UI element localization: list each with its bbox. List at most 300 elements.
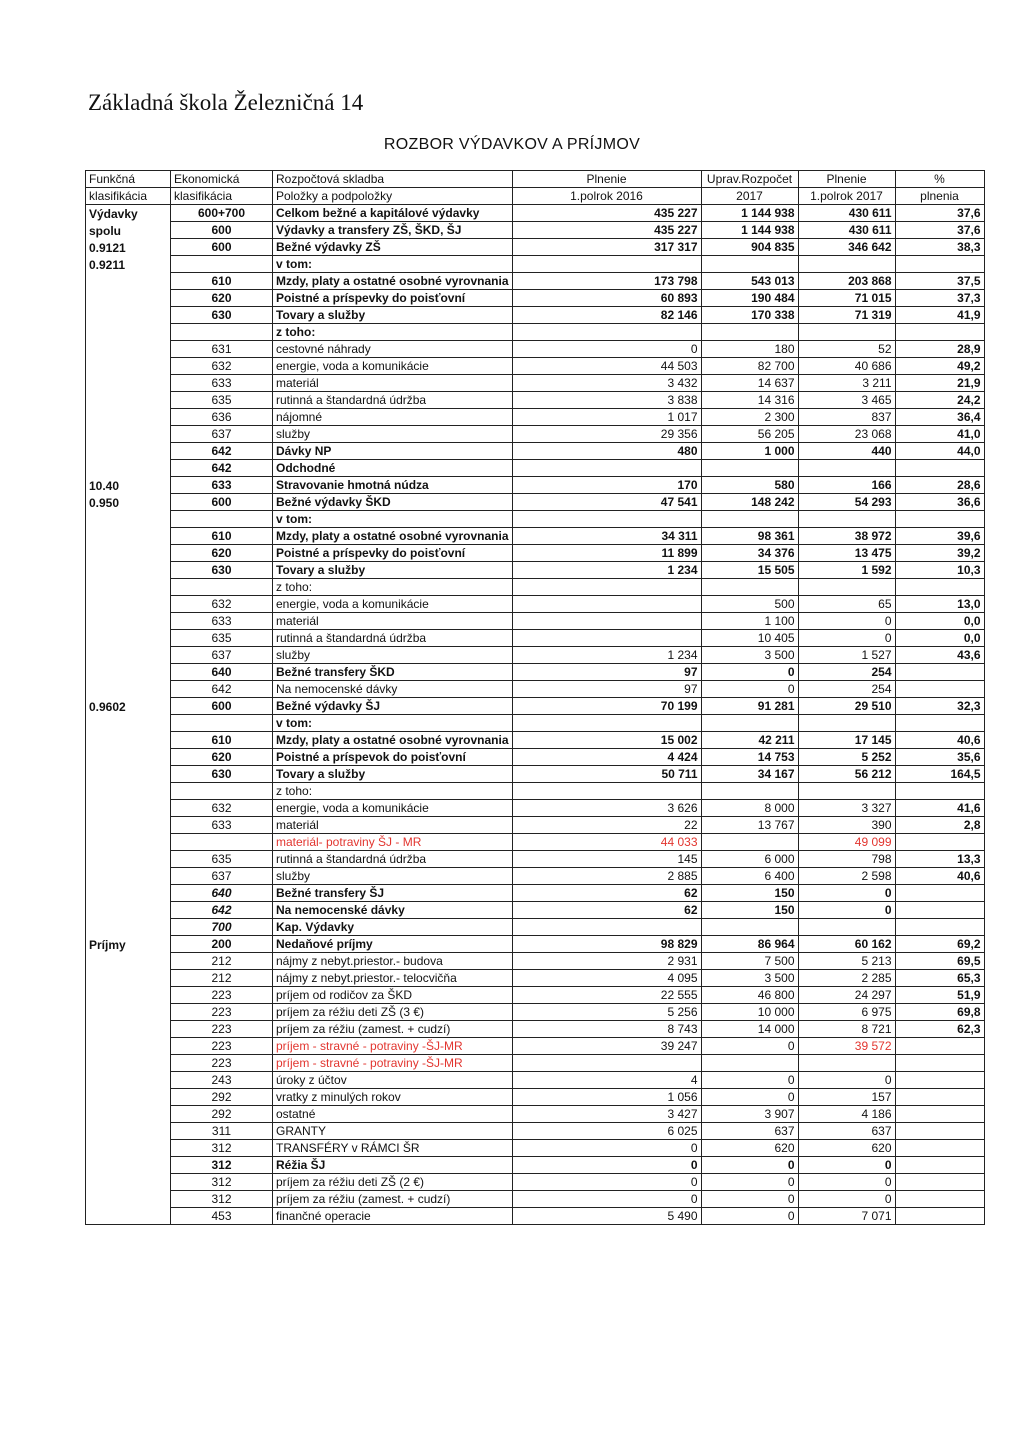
cell-funkcna bbox=[86, 290, 171, 307]
table-row bbox=[86, 834, 985, 851]
cell-ekonomicka: 633 bbox=[171, 817, 273, 834]
cell-plnenie-2016: 39 247 bbox=[512, 1038, 701, 1055]
cell-plnenie-2016: 5 256 bbox=[512, 1004, 701, 1021]
cell-plnenie-2016: 60 893 bbox=[512, 290, 701, 307]
cell-funkcna bbox=[86, 766, 171, 783]
table-row bbox=[86, 1157, 985, 1174]
report-table bbox=[85, 170, 985, 1225]
cell-percent: 21,9 bbox=[895, 375, 984, 392]
cell-funkcna bbox=[86, 1174, 171, 1191]
cell-ekonomicka: 620 bbox=[171, 290, 273, 307]
cell-nazov: príjem od rodičov za ŠKD bbox=[273, 987, 513, 1004]
cell-funkcna: spolu bbox=[86, 222, 171, 239]
cell-nazov: cestovné náhrady bbox=[273, 341, 513, 358]
table-row bbox=[86, 1174, 985, 1191]
cell-nazov: Nedaňové príjmy bbox=[273, 936, 513, 953]
cell-plnenie-2017: 6 975 bbox=[798, 1004, 895, 1021]
cell-plnenie-2017: 71 319 bbox=[798, 307, 895, 324]
cell-nazov: Mzdy, platy a ostatné osobné vyrovnania bbox=[273, 732, 513, 749]
cell-rozpocet-2017: 0 bbox=[701, 1174, 798, 1191]
cell-nazov: služby bbox=[273, 647, 513, 664]
cell-nazov: Bežné výdavky ŠJ bbox=[273, 698, 513, 715]
cell-rozpocet-2017: 2 300 bbox=[701, 409, 798, 426]
cell-funkcna bbox=[86, 324, 171, 341]
cell-plnenie-2017: 52 bbox=[798, 341, 895, 358]
cell-funkcna bbox=[86, 630, 171, 647]
cell-rozpocet-2017: 0 bbox=[701, 681, 798, 698]
cell-nazov: v tom: bbox=[273, 715, 513, 732]
cell-plnenie-2017: 0 bbox=[798, 1191, 895, 1208]
cell-rozpocet-2017: 42 211 bbox=[701, 732, 798, 749]
cell-plnenie-2017: 24 297 bbox=[798, 987, 895, 1004]
cell-nazov: ostatné bbox=[273, 1106, 513, 1123]
cell-percent bbox=[895, 681, 984, 698]
cell-plnenie-2017: 23 068 bbox=[798, 426, 895, 443]
cell-plnenie-2017: 254 bbox=[798, 664, 895, 681]
cell-rozpocet-2017: 1 100 bbox=[701, 613, 798, 630]
cell-plnenie-2016: 1 056 bbox=[512, 1089, 701, 1106]
cell-ekonomicka: 312 bbox=[171, 1191, 273, 1208]
cell-plnenie-2016: 82 146 bbox=[512, 307, 701, 324]
cell-nazov: z toho: bbox=[273, 579, 513, 596]
table-row bbox=[86, 868, 985, 885]
table-row bbox=[86, 1208, 985, 1225]
cell-ekonomicka bbox=[171, 256, 273, 273]
cell-plnenie-2016: 1 234 bbox=[512, 647, 701, 664]
cell-ekonomicka: 312 bbox=[171, 1140, 273, 1157]
cell-nazov: vratky z minulých rokov bbox=[273, 1089, 513, 1106]
cell-nazov: Stravovanie hmotná núdza bbox=[273, 477, 513, 494]
table-row bbox=[86, 205, 985, 222]
cell-nazov: príjem - stravné - potraviny -ŠJ-MR bbox=[273, 1038, 513, 1055]
cell-rozpocet-2017: 34 167 bbox=[701, 766, 798, 783]
cell-ekonomicka: 212 bbox=[171, 953, 273, 970]
cell-plnenie-2016: 480 bbox=[512, 443, 701, 460]
cell-ekonomicka: 311 bbox=[171, 1123, 273, 1140]
cell-plnenie-2017: 798 bbox=[798, 851, 895, 868]
cell-rozpocet-2017 bbox=[701, 919, 798, 936]
cell-rozpocet-2017 bbox=[701, 460, 798, 477]
cell-ekonomicka: 635 bbox=[171, 851, 273, 868]
cell-nazov: finančné operacie bbox=[273, 1208, 513, 1225]
cell-plnenie-2017: 7 071 bbox=[798, 1208, 895, 1225]
cell-ekonomicka: 630 bbox=[171, 307, 273, 324]
cell-plnenie-2016: 22 555 bbox=[512, 987, 701, 1004]
table-row bbox=[86, 1004, 985, 1021]
cell-funkcna bbox=[86, 511, 171, 528]
header-rozpoctova: Rozpočtová skladba bbox=[273, 171, 513, 188]
cell-ekonomicka: 600 bbox=[171, 494, 273, 511]
cell-funkcna bbox=[86, 953, 171, 970]
header-row bbox=[86, 171, 985, 188]
cell-nazov: Bežné výdavky ŠKD bbox=[273, 494, 513, 511]
header-row bbox=[86, 188, 985, 205]
cell-rozpocet-2017: 56 205 bbox=[701, 426, 798, 443]
cell-funkcna bbox=[86, 783, 171, 800]
cell-plnenie-2017: 0 bbox=[798, 1174, 895, 1191]
cell-percent bbox=[895, 1055, 984, 1072]
cell-nazov: príjem za réžiu deti ZŠ (3 €) bbox=[273, 1004, 513, 1021]
header-plnenie-2016: 1.polrok 2016 bbox=[512, 188, 701, 205]
cell-nazov: príjem za réžiu (zamest. + cudzí) bbox=[273, 1021, 513, 1038]
header-rozpocet-2017: 2017 bbox=[701, 188, 798, 205]
cell-ekonomicka bbox=[171, 715, 273, 732]
cell-percent bbox=[895, 1106, 984, 1123]
table-row bbox=[86, 1140, 985, 1157]
cell-rozpocet-2017: 150 bbox=[701, 902, 798, 919]
cell-plnenie-2016 bbox=[512, 460, 701, 477]
cell-rozpocet-2017: 0 bbox=[701, 1208, 798, 1225]
cell-ekonomicka: 600+700 bbox=[171, 205, 273, 222]
page-title: Základná škola Železničná 14 bbox=[88, 90, 364, 115]
table-row bbox=[86, 630, 985, 647]
cell-rozpocet-2017 bbox=[701, 834, 798, 851]
cell-percent: 49,2 bbox=[895, 358, 984, 375]
cell-rozpocet-2017: 904 835 bbox=[701, 239, 798, 256]
cell-nazov: nájmy z nebyt.priestor.- budova bbox=[273, 953, 513, 970]
cell-plnenie-2017: 8 721 bbox=[798, 1021, 895, 1038]
cell-percent: 69,2 bbox=[895, 936, 984, 953]
cell-percent bbox=[895, 1140, 984, 1157]
cell-ekonomicka: 642 bbox=[171, 443, 273, 460]
cell-plnenie-2016 bbox=[512, 256, 701, 273]
cell-plnenie-2016: 3 626 bbox=[512, 800, 701, 817]
cell-funkcna bbox=[86, 1055, 171, 1072]
cell-plnenie-2017: 2 285 bbox=[798, 970, 895, 987]
cell-ekonomicka: 636 bbox=[171, 409, 273, 426]
cell-plnenie-2016: 0 bbox=[512, 1157, 701, 1174]
cell-nazov: Na nemocenské dávky bbox=[273, 902, 513, 919]
table-row bbox=[86, 545, 985, 562]
cell-funkcna bbox=[86, 1004, 171, 1021]
cell-plnenie-2016: 8 743 bbox=[512, 1021, 701, 1038]
cell-plnenie-2016: 1 234 bbox=[512, 562, 701, 579]
cell-funkcna bbox=[86, 885, 171, 902]
cell-percent: 44,0 bbox=[895, 443, 984, 460]
cell-plnenie-2016: 145 bbox=[512, 851, 701, 868]
cell-plnenie-2016: 62 bbox=[512, 885, 701, 902]
cell-percent bbox=[895, 664, 984, 681]
cell-plnenie-2017: 1 592 bbox=[798, 562, 895, 579]
table-row bbox=[86, 1191, 985, 1208]
cell-plnenie-2017: 40 686 bbox=[798, 358, 895, 375]
cell-rozpocet-2017: 1 144 938 bbox=[701, 222, 798, 239]
cell-rozpocet-2017 bbox=[701, 1055, 798, 1072]
cell-ekonomicka: 632 bbox=[171, 358, 273, 375]
cell-funkcna bbox=[86, 392, 171, 409]
table-row bbox=[86, 273, 985, 290]
cell-funkcna: 0.9211 bbox=[86, 256, 171, 273]
table-row bbox=[86, 579, 985, 596]
cell-ekonomicka: 642 bbox=[171, 681, 273, 698]
cell-plnenie-2017: 430 611 bbox=[798, 205, 895, 222]
cell-plnenie-2016: 97 bbox=[512, 664, 701, 681]
cell-percent: 2,8 bbox=[895, 817, 984, 834]
cell-plnenie-2017: 0 bbox=[798, 1072, 895, 1089]
cell-rozpocet-2017: 6 400 bbox=[701, 868, 798, 885]
cell-plnenie-2016: 44 033 bbox=[512, 834, 701, 851]
cell-funkcna: 0.950 bbox=[86, 494, 171, 511]
cell-plnenie-2017 bbox=[798, 511, 895, 528]
table-row bbox=[86, 511, 985, 528]
cell-percent: 37,3 bbox=[895, 290, 984, 307]
cell-funkcna bbox=[86, 851, 171, 868]
table-row bbox=[86, 681, 985, 698]
cell-ekonomicka: 292 bbox=[171, 1089, 273, 1106]
cell-nazov: Poistné a príspevky do poisťovní bbox=[273, 290, 513, 307]
cell-plnenie-2017: 430 611 bbox=[798, 222, 895, 239]
cell-plnenie-2016 bbox=[512, 630, 701, 647]
cell-funkcna bbox=[86, 1089, 171, 1106]
table-row bbox=[86, 987, 985, 1004]
cell-plnenie-2017: 2 598 bbox=[798, 868, 895, 885]
cell-nazov: Celkom bežné a kapitálové výdavky bbox=[273, 205, 513, 222]
table-row bbox=[86, 1072, 985, 1089]
cell-nazov: Mzdy, platy a ostatné osobné vyrovnania bbox=[273, 273, 513, 290]
cell-percent bbox=[895, 579, 984, 596]
table-row bbox=[86, 647, 985, 664]
cell-plnenie-2017: 440 bbox=[798, 443, 895, 460]
cell-ekonomicka bbox=[171, 834, 273, 851]
cell-funkcna bbox=[86, 1191, 171, 1208]
cell-rozpocet-2017: 14 637 bbox=[701, 375, 798, 392]
cell-nazov: energie, voda a komunikácie bbox=[273, 800, 513, 817]
cell-plnenie-2017: 38 972 bbox=[798, 528, 895, 545]
cell-rozpocet-2017: 1 000 bbox=[701, 443, 798, 460]
table-row bbox=[86, 494, 985, 511]
table-row bbox=[86, 426, 985, 443]
header-rozpoctova: Položky a podpoložky bbox=[273, 188, 513, 205]
cell-nazov: Dávky NP bbox=[273, 443, 513, 460]
cell-rozpocet-2017 bbox=[701, 324, 798, 341]
cell-ekonomicka: 633 bbox=[171, 375, 273, 392]
cell-percent bbox=[895, 919, 984, 936]
cell-funkcna bbox=[86, 1038, 171, 1055]
cell-ekonomicka: 600 bbox=[171, 239, 273, 256]
table-row bbox=[86, 596, 985, 613]
cell-ekonomicka: 200 bbox=[171, 936, 273, 953]
cell-rozpocet-2017: 86 964 bbox=[701, 936, 798, 953]
table-row bbox=[86, 936, 985, 953]
cell-percent bbox=[895, 511, 984, 528]
cell-percent: 0,0 bbox=[895, 630, 984, 647]
cell-rozpocet-2017: 14 753 bbox=[701, 749, 798, 766]
header-percent: % bbox=[895, 171, 984, 188]
table-row bbox=[86, 222, 985, 239]
cell-ekonomicka: 642 bbox=[171, 902, 273, 919]
table-row bbox=[86, 800, 985, 817]
cell-plnenie-2017: 346 642 bbox=[798, 239, 895, 256]
cell-plnenie-2016: 50 711 bbox=[512, 766, 701, 783]
cell-ekonomicka: 630 bbox=[171, 562, 273, 579]
cell-rozpocet-2017: 98 361 bbox=[701, 528, 798, 545]
table-row bbox=[86, 715, 985, 732]
table-row bbox=[86, 1055, 985, 1072]
cell-plnenie-2017: 390 bbox=[798, 817, 895, 834]
cell-nazov: materiál bbox=[273, 613, 513, 630]
cell-plnenie-2016: 170 bbox=[512, 477, 701, 494]
cell-ekonomicka: 610 bbox=[171, 528, 273, 545]
cell-plnenie-2017: 620 bbox=[798, 1140, 895, 1157]
cell-plnenie-2016: 29 356 bbox=[512, 426, 701, 443]
cell-nazov: Bežné transfery ŠKD bbox=[273, 664, 513, 681]
cell-percent: 13,0 bbox=[895, 596, 984, 613]
cell-rozpocet-2017: 8 000 bbox=[701, 800, 798, 817]
cell-ekonomicka: 223 bbox=[171, 1055, 273, 1072]
cell-percent bbox=[895, 1089, 984, 1106]
cell-rozpocet-2017: 148 242 bbox=[701, 494, 798, 511]
cell-plnenie-2016: 47 541 bbox=[512, 494, 701, 511]
table-row bbox=[86, 749, 985, 766]
cell-plnenie-2017: 56 212 bbox=[798, 766, 895, 783]
cell-percent bbox=[895, 1174, 984, 1191]
cell-ekonomicka bbox=[171, 783, 273, 800]
cell-rozpocet-2017: 580 bbox=[701, 477, 798, 494]
cell-plnenie-2017 bbox=[798, 783, 895, 800]
cell-plnenie-2017: 29 510 bbox=[798, 698, 895, 715]
table-row bbox=[86, 562, 985, 579]
cell-percent: 28,9 bbox=[895, 341, 984, 358]
cell-plnenie-2017: 71 015 bbox=[798, 290, 895, 307]
cell-percent bbox=[895, 715, 984, 732]
cell-plnenie-2017: 637 bbox=[798, 1123, 895, 1140]
cell-rozpocet-2017: 1 144 938 bbox=[701, 205, 798, 222]
header-ekonomicka: Ekonomická bbox=[171, 171, 273, 188]
cell-percent: 43,6 bbox=[895, 647, 984, 664]
cell-funkcna bbox=[86, 545, 171, 562]
cell-funkcna bbox=[86, 1021, 171, 1038]
cell-plnenie-2016: 98 829 bbox=[512, 936, 701, 953]
cell-percent bbox=[895, 256, 984, 273]
cell-funkcna bbox=[86, 579, 171, 596]
cell-plnenie-2016: 2 885 bbox=[512, 868, 701, 885]
table-row bbox=[86, 817, 985, 834]
cell-rozpocet-2017: 180 bbox=[701, 341, 798, 358]
table-row bbox=[86, 664, 985, 681]
cell-funkcna bbox=[86, 749, 171, 766]
table-row bbox=[86, 783, 985, 800]
cell-plnenie-2017: 0 bbox=[798, 1157, 895, 1174]
header-funkcna: Funkčná bbox=[86, 171, 171, 188]
cell-percent bbox=[895, 460, 984, 477]
cell-funkcna bbox=[86, 1072, 171, 1089]
cell-rozpocet-2017 bbox=[701, 511, 798, 528]
cell-funkcna bbox=[86, 443, 171, 460]
cell-ekonomicka: 631 bbox=[171, 341, 273, 358]
table-row bbox=[86, 902, 985, 919]
cell-plnenie-2017: 203 868 bbox=[798, 273, 895, 290]
cell-nazov: Odchodné bbox=[273, 460, 513, 477]
cell-funkcna bbox=[86, 970, 171, 987]
cell-percent: 36,6 bbox=[895, 494, 984, 511]
cell-plnenie-2017: 157 bbox=[798, 1089, 895, 1106]
table-row bbox=[86, 1038, 985, 1055]
cell-percent: 10,3 bbox=[895, 562, 984, 579]
cell-plnenie-2016: 62 bbox=[512, 902, 701, 919]
cell-rozpocet-2017: 0 bbox=[701, 1038, 798, 1055]
table-row bbox=[86, 392, 985, 409]
cell-plnenie-2017: 5 252 bbox=[798, 749, 895, 766]
table-row bbox=[86, 375, 985, 392]
cell-rozpocet-2017: 0 bbox=[701, 664, 798, 681]
cell-plnenie-2016: 1 017 bbox=[512, 409, 701, 426]
cell-plnenie-2016: 97 bbox=[512, 681, 701, 698]
cell-rozpocet-2017: 3 500 bbox=[701, 970, 798, 987]
cell-percent bbox=[895, 885, 984, 902]
cell-rozpocet-2017: 190 484 bbox=[701, 290, 798, 307]
table-row bbox=[86, 409, 985, 426]
cell-nazov: Tovary a služby bbox=[273, 766, 513, 783]
cell-funkcna bbox=[86, 341, 171, 358]
cell-ekonomicka: 223 bbox=[171, 1021, 273, 1038]
cell-nazov: TRANSFÉRY v RÁMCI ŠR bbox=[273, 1140, 513, 1157]
cell-rozpocet-2017: 0 bbox=[701, 1072, 798, 1089]
cell-plnenie-2016: 3 838 bbox=[512, 392, 701, 409]
cell-nazov: Bežné transfery ŠJ bbox=[273, 885, 513, 902]
cell-percent: 28,6 bbox=[895, 477, 984, 494]
cell-plnenie-2016: 70 199 bbox=[512, 698, 701, 715]
cell-plnenie-2017: 39 572 bbox=[798, 1038, 895, 1055]
cell-plnenie-2016: 22 bbox=[512, 817, 701, 834]
cell-rozpocet-2017: 620 bbox=[701, 1140, 798, 1157]
cell-nazov: služby bbox=[273, 426, 513, 443]
cell-ekonomicka: 635 bbox=[171, 392, 273, 409]
header-ekonomicka: klasifikácia bbox=[171, 188, 273, 205]
cell-rozpocet-2017: 543 013 bbox=[701, 273, 798, 290]
cell-percent: 35,6 bbox=[895, 749, 984, 766]
table-row bbox=[86, 290, 985, 307]
cell-rozpocet-2017: 500 bbox=[701, 596, 798, 613]
cell-nazov: v tom: bbox=[273, 256, 513, 273]
cell-nazov: Výdavky a transfery ZŠ, ŠKD, ŠJ bbox=[273, 222, 513, 239]
cell-plnenie-2016: 34 311 bbox=[512, 528, 701, 545]
cell-rozpocet-2017: 637 bbox=[701, 1123, 798, 1140]
cell-nazov: Bežné výdavky ZŠ bbox=[273, 239, 513, 256]
cell-nazov: energie, voda a komunikácie bbox=[273, 358, 513, 375]
cell-ekonomicka: 223 bbox=[171, 1004, 273, 1021]
cell-rozpocet-2017: 10 000 bbox=[701, 1004, 798, 1021]
cell-funkcna: 10.40 bbox=[86, 477, 171, 494]
cell-ekonomicka bbox=[171, 579, 273, 596]
cell-plnenie-2016: 3 427 bbox=[512, 1106, 701, 1123]
cell-percent: 62,3 bbox=[895, 1021, 984, 1038]
cell-percent: 13,3 bbox=[895, 851, 984, 868]
cell-percent: 65,3 bbox=[895, 970, 984, 987]
cell-plnenie-2017: 0 bbox=[798, 630, 895, 647]
cell-plnenie-2016 bbox=[512, 324, 701, 341]
cell-plnenie-2016: 0 bbox=[512, 1140, 701, 1157]
cell-plnenie-2017: 837 bbox=[798, 409, 895, 426]
cell-funkcna bbox=[86, 307, 171, 324]
cell-nazov: materiál bbox=[273, 375, 513, 392]
cell-ekonomicka bbox=[171, 511, 273, 528]
cell-ekonomicka: 637 bbox=[171, 647, 273, 664]
cell-percent: 32,3 bbox=[895, 698, 984, 715]
cell-plnenie-2016 bbox=[512, 511, 701, 528]
cell-plnenie-2016: 0 bbox=[512, 341, 701, 358]
cell-ekonomicka: 212 bbox=[171, 970, 273, 987]
cell-funkcna bbox=[86, 460, 171, 477]
cell-rozpocet-2017 bbox=[701, 579, 798, 596]
cell-plnenie-2016: 0 bbox=[512, 1191, 701, 1208]
cell-plnenie-2017: 166 bbox=[798, 477, 895, 494]
cell-percent: 37,6 bbox=[895, 222, 984, 239]
cell-ekonomicka bbox=[171, 324, 273, 341]
cell-ekonomicka: 637 bbox=[171, 868, 273, 885]
cell-percent: 69,5 bbox=[895, 953, 984, 970]
cell-rozpocet-2017: 15 505 bbox=[701, 562, 798, 579]
table-row bbox=[86, 766, 985, 783]
